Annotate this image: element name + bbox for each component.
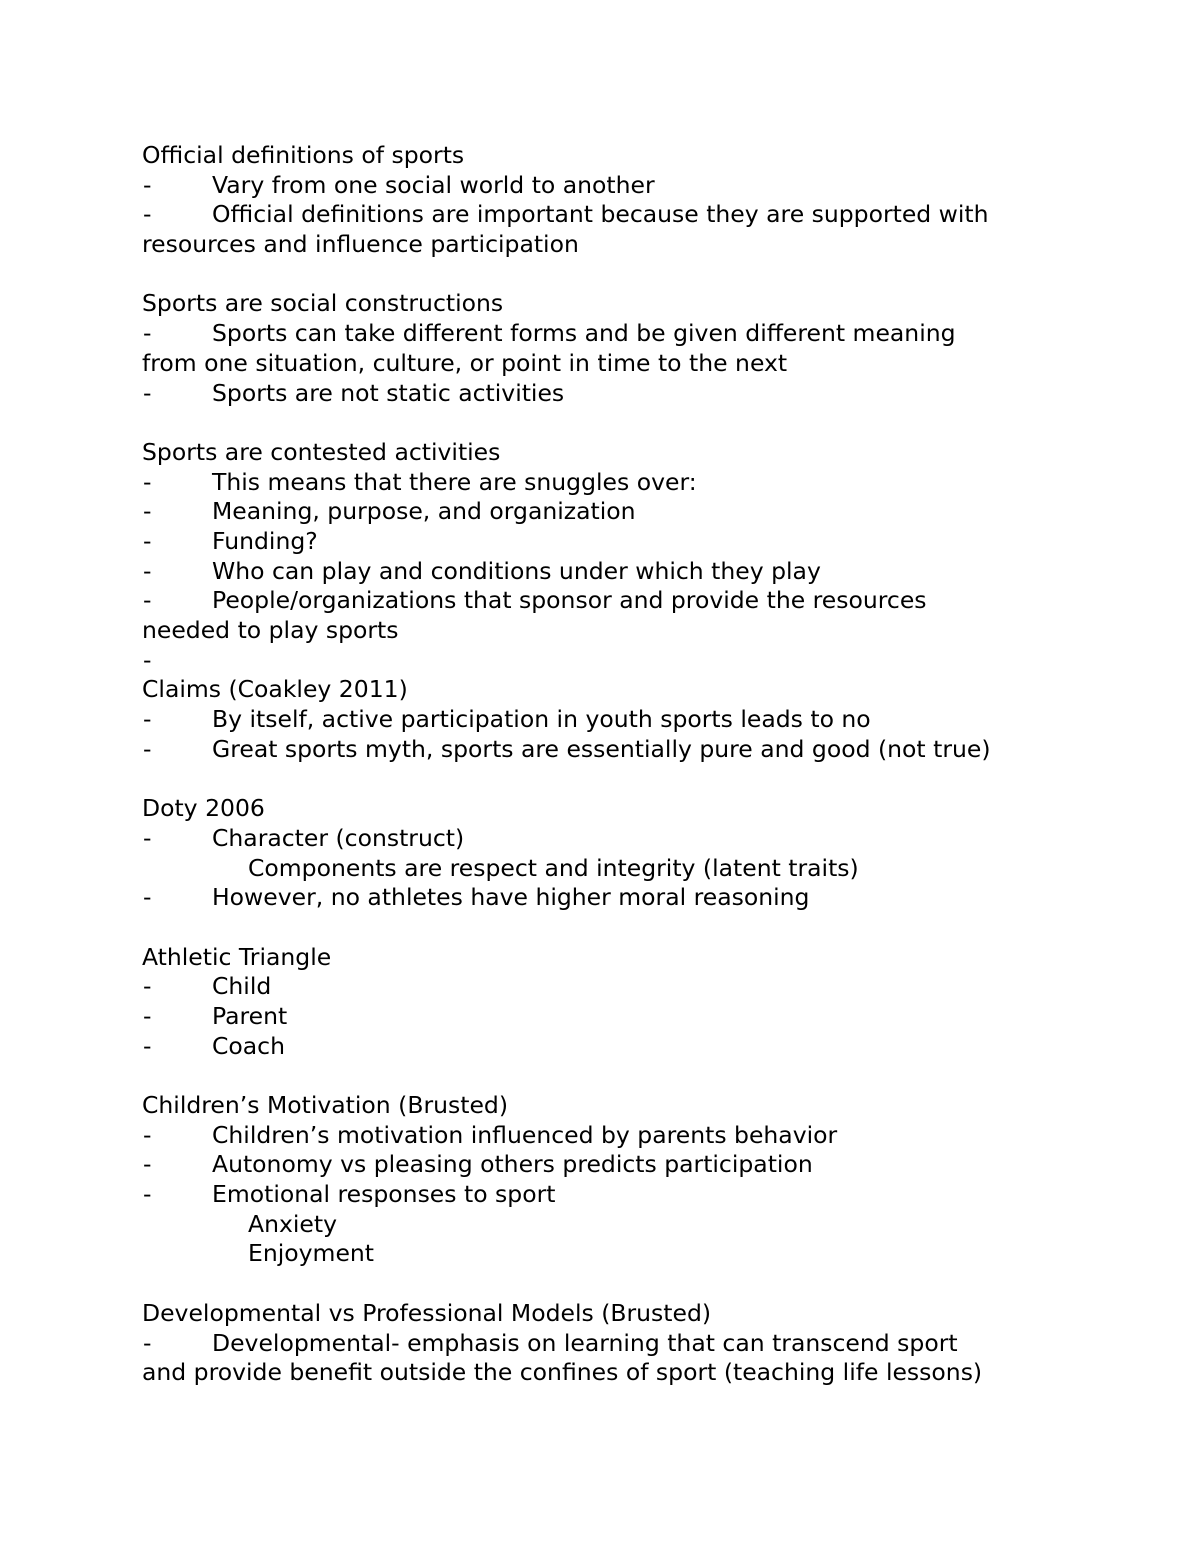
section-heading: Claims (Coakley 2011)	[142, 675, 408, 704]
bullet-dash: -	[143, 1001, 152, 1030]
bullet-item: - Funding?	[143, 526, 318, 555]
sub-item: Enjoyment	[248, 1239, 375, 1268]
sub-item: Anxiety	[248, 1209, 337, 1238]
bullet-item: - This means that there are snuggles over:	[143, 467, 697, 496]
section-heading: Doty 2006	[142, 794, 265, 823]
section-heading: Children’s Motivation (Brusted)	[142, 1091, 508, 1119]
bullet-dash: -	[143, 586, 152, 615]
bullet-continuation: needed to play sports	[142, 616, 399, 644]
bullet-dash: -	[143, 705, 152, 734]
bullet-continuation: from one situation, culture, or point in time to the next	[142, 348, 788, 377]
bullet-item: - Children’s motivation influenced by parents behavior	[143, 1120, 838, 1149]
bullet-item: - Emotional responses to sport	[143, 1180, 556, 1209]
bullet-item: - Meaning, purpose, and organization	[143, 497, 636, 526]
bullet-item: - Developmental- emphasis on learning that can transcend sport	[143, 1328, 958, 1357]
bullet-item: - Coach	[143, 1031, 286, 1060]
bullet-dash: -	[143, 1031, 152, 1060]
bullet-dash: -	[143, 823, 152, 852]
bullet-item: - People/organizations that sponsor and provide the resources	[143, 586, 927, 615]
bullet-dash: -	[143, 200, 152, 229]
bullet-continuation: resources and influence participation	[142, 230, 579, 259]
bullet-item: - Great sports myth, sports are essentially pure and good (not true)	[143, 734, 991, 763]
bullet-dash: -	[143, 883, 152, 912]
bullet-item: - However, no athletes have higher moral reasoning	[143, 883, 810, 912]
bullet-dash: -	[143, 170, 152, 199]
bullet-dash: -	[143, 1120, 152, 1149]
bullet-item: - By itself, active participation in youth sports leads to no	[143, 705, 871, 734]
bullet-item: - Sports are not static activities	[143, 378, 565, 407]
bullet-dash: -	[143, 556, 152, 585]
bullet-item: - Autonomy vs pleasing others predicts participation	[143, 1150, 813, 1179]
bullet-dash: -	[143, 526, 152, 555]
sub-item: Components are respect and integrity (latent traits)	[248, 853, 859, 882]
bullet-dash: -	[143, 497, 152, 526]
bullet-item: - Who can play and conditions under which they play	[143, 556, 821, 585]
bullet-dash: -	[143, 378, 152, 407]
bullet-item: - Child	[143, 972, 272, 1001]
section-heading: Sports are contested activities	[142, 437, 501, 466]
bullet-dash: -	[143, 1328, 152, 1357]
bullet-item: - Vary from one social world to another	[143, 170, 655, 199]
section-heading: Official definitions of sports	[142, 141, 465, 169]
bullet-item: - Character (construct)	[143, 823, 465, 852]
bullet-item-empty	[142, 646, 1072, 676]
document-page	[142, 141, 1072, 1388]
bullet-item: - Sports can take different forms and be given different meaning	[143, 319, 956, 348]
bullet-dash: -	[143, 319, 152, 348]
section-heading: Athletic Triangle	[142, 942, 332, 971]
bullet-dash: -	[143, 734, 152, 763]
bullet-dash: -	[143, 972, 152, 1001]
bullet-dash: -	[143, 645, 152, 674]
bullet-continuation: and provide benefit outside the confines of sport (teaching life lessons)	[142, 1358, 983, 1387]
bullet-dash: -	[143, 467, 152, 496]
bullet-item: - Parent	[143, 1001, 288, 1030]
section-heading: Developmental vs Professional Models (Brusted)	[142, 1298, 712, 1327]
bullet-dash: -	[143, 1150, 152, 1179]
bullet-item: - Official definitions are important because they are supported with	[143, 200, 989, 229]
section-heading: Sports are social constructions	[142, 289, 504, 318]
bullet-dash: -	[143, 1180, 152, 1209]
